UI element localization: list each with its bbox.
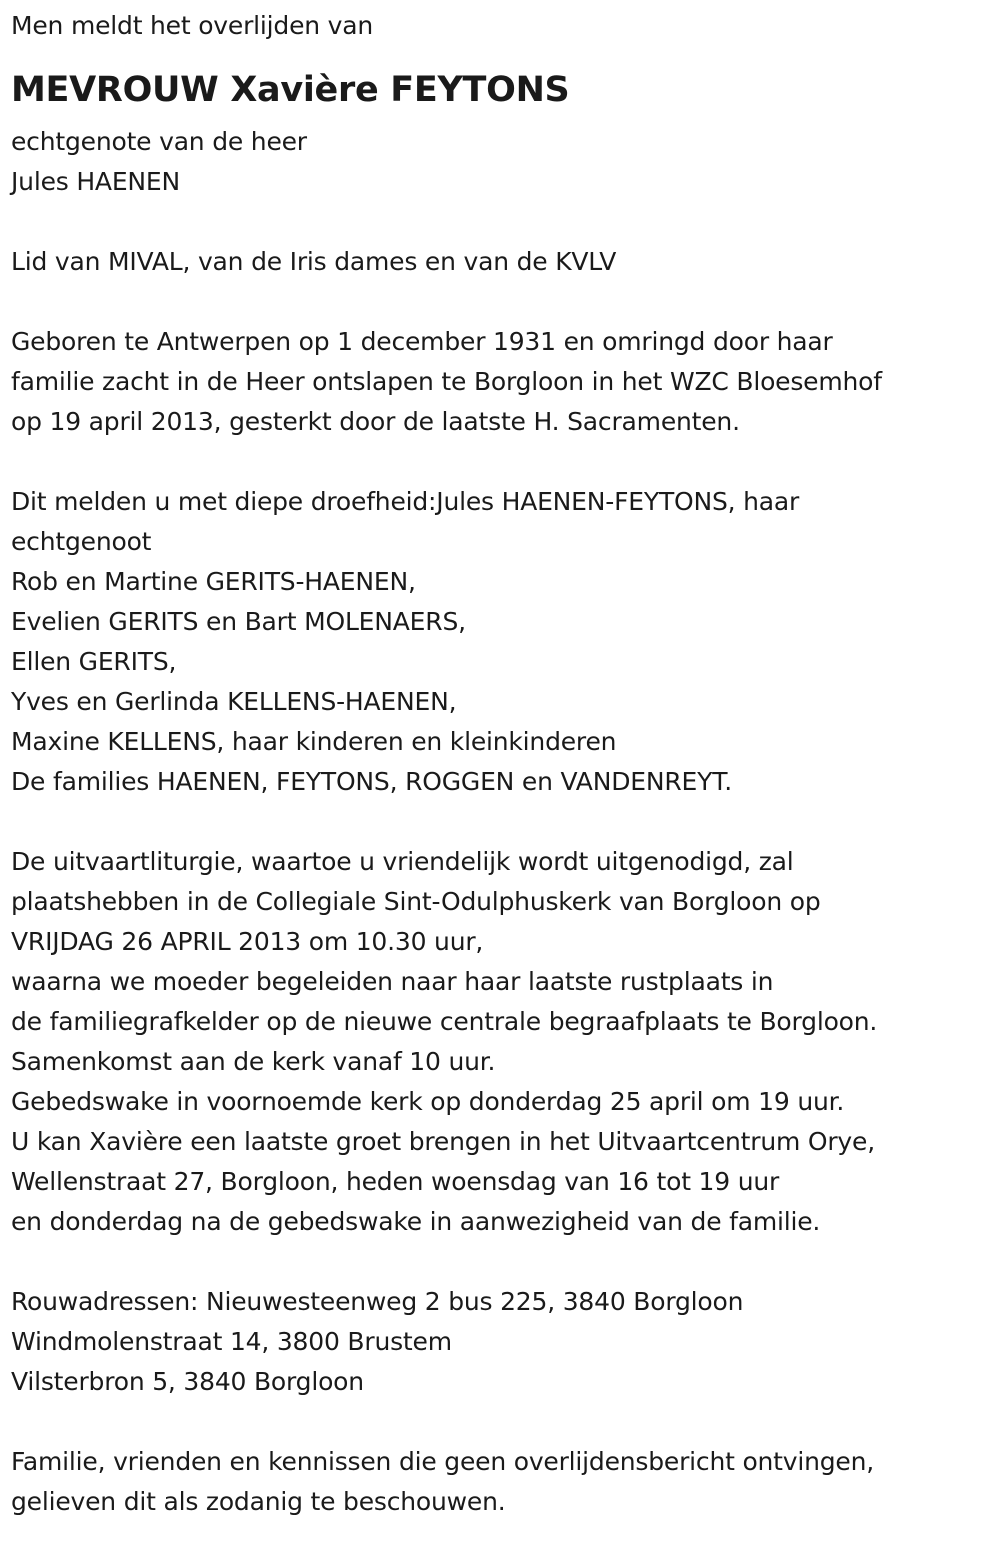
spacer <box>11 202 991 242</box>
spouse-section <box>11 122 991 202</box>
intro-text: Men meldt het overlijden van <box>11 11 374 40</box>
spacer <box>11 802 991 842</box>
birth-death-line: familie zacht in de Heer ontslapen te Borgloon in het WZC Bloesemhof <box>11 367 882 396</box>
family-line: Dit melden u met diepe droefheid:Jules HAENEN-FEYTONS, haar <box>11 487 800 516</box>
deceased-name: MEVROUW Xavière FEYTONS <box>11 70 570 110</box>
family-line: Ellen GERITS, <box>11 647 177 676</box>
address-line: Vilsterbron 5, 3840 Borgloon <box>11 1367 364 1396</box>
spouse-line: Jules HAENEN <box>11 167 181 196</box>
membership-text: Lid van MIVAL, van de Iris dames en van de KVLV <box>11 247 617 276</box>
funeral-line: Gebedswake in voornoemde kerk op donderdag 25 april om 19 uur. <box>11 1087 845 1116</box>
death-notice <box>11 6 991 1522</box>
funeral-line: de familiegrafkelder op de nieuwe centrale begraafplaats te Borgloon. <box>11 1007 878 1036</box>
family-line: De families HAENEN, FEYTONS, ROGGEN en VANDENREYT. <box>11 767 733 796</box>
family-line: Yves en Gerlinda KELLENS-HAENEN, <box>11 687 457 716</box>
family-line: echtgenoot <box>11 527 152 556</box>
closing-line: Familie, vrienden en kennissen die geen overlijdensbericht ontvingen, <box>11 1447 875 1476</box>
funeral-line: VRIJDAG 26 APRIL 2013 om 10.30 uur, <box>11 927 484 956</box>
birth-death-line: op 19 april 2013, gesterkt door de laatste H. Sacramenten. <box>11 407 740 436</box>
family-section <box>11 482 991 802</box>
spacer <box>11 442 991 482</box>
funeral-line: De uitvaartliturgie, waartoe u vriendelijk wordt uitgenodigd, zal <box>11 847 794 876</box>
funeral-section <box>11 842 991 1242</box>
family-line: Evelien GERITS en Bart MOLENAERS, <box>11 607 466 636</box>
funeral-line: Samenkomst aan de kerk vanaf 10 uur. <box>11 1047 496 1076</box>
spouse-line: echtgenote van de heer <box>11 127 307 156</box>
birth-death-line: Geboren te Antwerpen op 1 december 1931 en omringd door haar <box>11 327 833 356</box>
funeral-line: en donderdag na de gebedswake in aanwezigheid van de familie. <box>11 1207 821 1236</box>
funeral-line: Wellenstraat 27, Borgloon, heden woensdag van 16 tot 19 uur <box>11 1167 780 1196</box>
funeral-line: plaatshebben in de Collegiale Sint-Odulphuskerk van Borgloon op <box>11 887 821 916</box>
birth-death-section <box>11 322 991 442</box>
closing-line: gelieven dit als zodanig te beschouwen. <box>11 1487 506 1516</box>
closing-section <box>11 1442 991 1522</box>
spacer <box>11 1402 991 1442</box>
address-line: Rouwadressen: Nieuwesteenweg 2 bus 225, 3840 Borgloon <box>11 1287 744 1316</box>
funeral-line: U kan Xavière een laatste groet brengen in het Uitvaartcentrum Orye, <box>11 1127 875 1156</box>
funeral-line: waarna we moeder begeleiden naar haar laatste rustplaats in <box>11 967 774 996</box>
family-line: Rob en Martine GERITS-HAENEN, <box>11 567 416 596</box>
spacer <box>11 1242 991 1282</box>
address-line: Windmolenstraat 14, 3800 Brustem <box>11 1327 452 1356</box>
address-section <box>11 1282 991 1402</box>
spacer <box>11 282 991 322</box>
family-line: Maxine KELLENS, haar kinderen en kleinkinderen <box>11 727 617 756</box>
